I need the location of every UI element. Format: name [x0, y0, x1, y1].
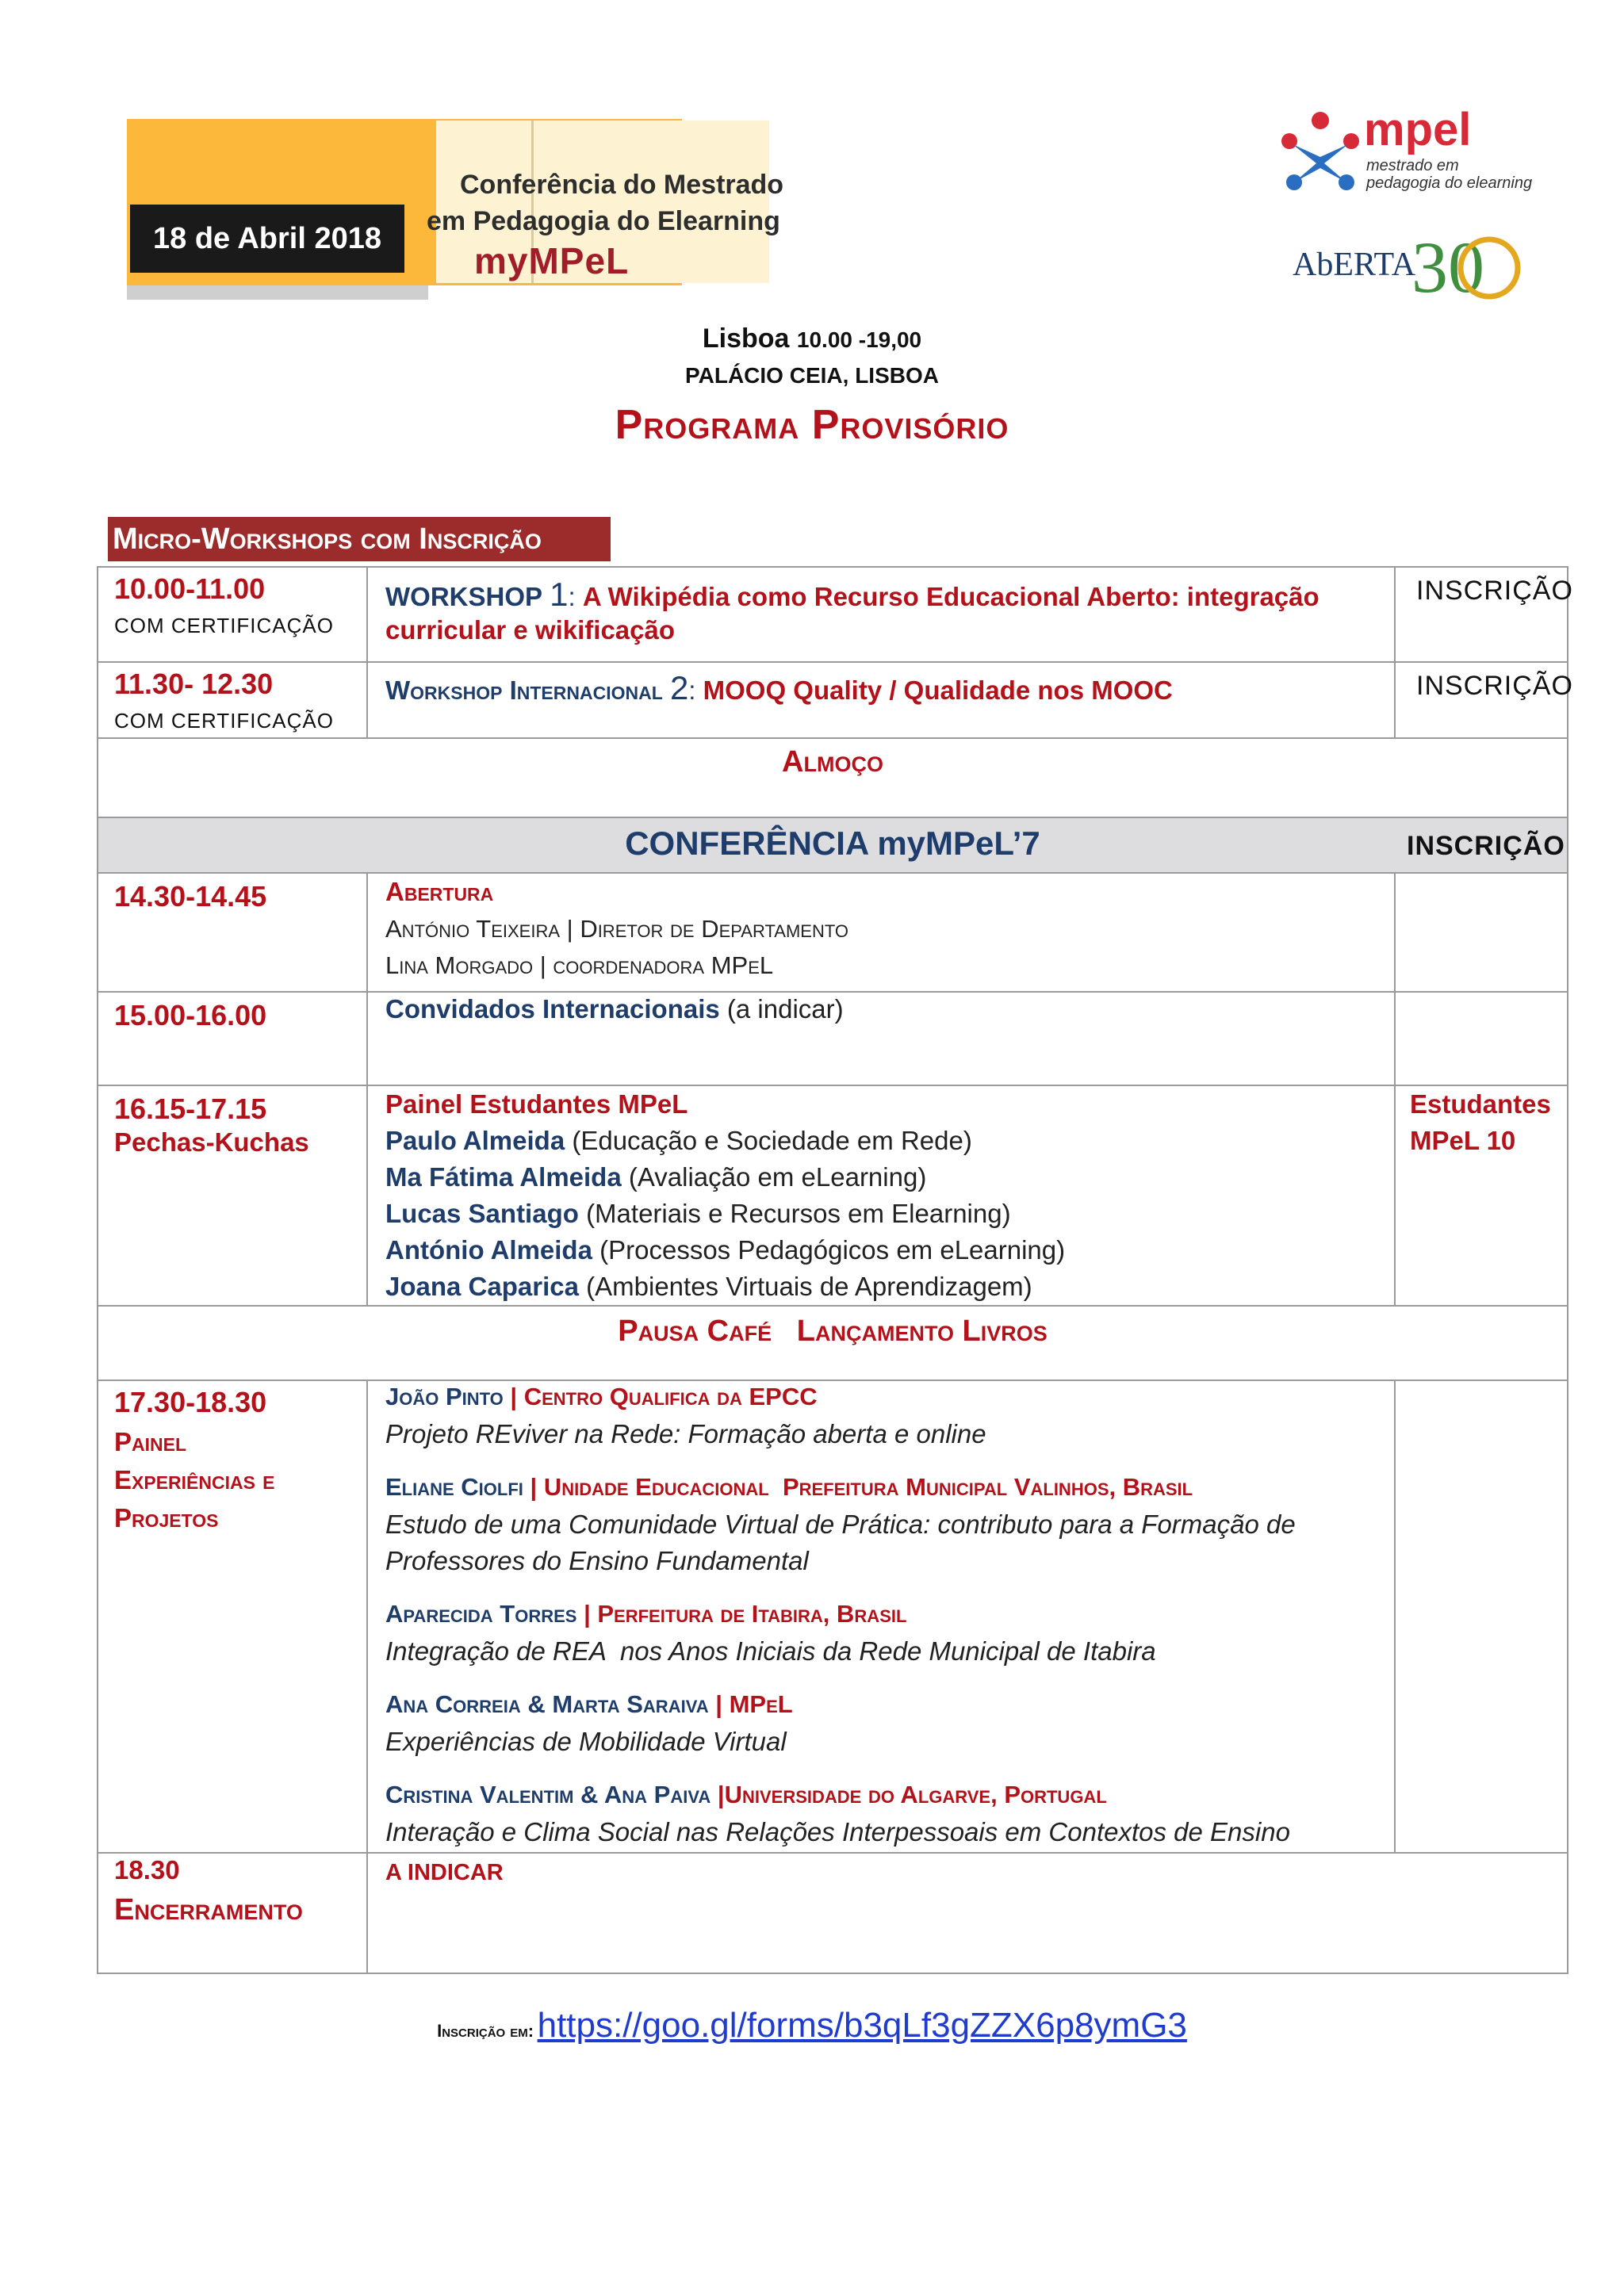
- experience-item-1-text: Projeto REviver na Rede: Formação aberta e online: [385, 1419, 986, 1448]
- table-rule: [97, 1973, 1568, 1974]
- experiences-time: 17.30-18.30: [114, 1386, 267, 1418]
- table-rule: [97, 566, 1568, 568]
- panel-side-line2: MPeL 10: [1410, 1126, 1516, 1155]
- workshop1-title-line1: A Wikipédia como Recurso Educacional Aberto: integração: [582, 582, 1320, 611]
- guests-line: [385, 994, 844, 1024]
- closing-note: A INDICAR: [385, 1860, 504, 1885]
- panel-speaker: António Almeida (Processos Pedagógicos em eLearning): [385, 1235, 1066, 1265]
- workshop2-title: Workshop Internacional 2: MOOQ Quality / Qualidade nos MOOC: [385, 669, 1173, 706]
- location-line: [0, 323, 1624, 354]
- conference-banner: [119, 111, 833, 301]
- table-border: [1394, 566, 1396, 737]
- aberta-logo: [1293, 222, 1530, 309]
- registration-footer: [0, 2006, 1624, 2045]
- page-title: Programa Provisório: [615, 402, 1009, 448]
- experiences-side1: Painel: [114, 1427, 187, 1456]
- experience-item-3-header: Aparecida Torres | Perfeitura de Itabira, Brasil: [385, 1600, 907, 1628]
- registration-link[interactable]: https://goo.gl/forms/b3qLf3gZZX6p8ymG3: [537, 2006, 1187, 2045]
- location-city: Lisboa: [702, 323, 790, 354]
- micro-workshops-tag: Micro-Workshops com Inscrição: [108, 517, 611, 561]
- workshop2-time: 11.30- 12.30: [114, 668, 274, 700]
- table-rule: [97, 872, 1568, 874]
- workshop1-number: 1: [550, 576, 569, 613]
- aberta-30-anos-icon: [1411, 222, 1522, 309]
- workshop1-title: WORKSHOP 1: A Wikipédia como Recurso Educacional Aberto: integração: [385, 576, 1320, 613]
- workshop2-cert: COM CERTIFICAÇÃO: [114, 709, 334, 733]
- closing-label: Encerramento: [114, 1893, 303, 1927]
- banner-shadow-bar: [127, 285, 428, 300]
- workshop2-title-line1: MOOQ Quality / Qualidade nos MOOC: [703, 675, 1173, 705]
- workshop1-register-button[interactable]: INSCRIÇÃO: [1416, 576, 1573, 606]
- experience-item-5-text: Interação e Clima Social nas Relações Interpessoais em Contextos de Ensino: [385, 1817, 1290, 1846]
- opening-speaker1: António Teixeira: [385, 915, 561, 943]
- experience-item-2-text2: Professores do Ensino Fundamental: [385, 1546, 809, 1575]
- experience-item-5-header: Cristina Valentim & Ana Paiva |Universidade do Algarve, Portugal: [385, 1781, 1107, 1808]
- table-rule: [97, 1305, 1568, 1307]
- experience-item-1-header: João Pinto | Centro Qualifica da EPCC: [385, 1383, 818, 1410]
- lunch-break: Almoço: [782, 745, 883, 779]
- experiences-side2: Experiências e: [114, 1465, 275, 1494]
- panel-speaker: Joana Caparica (Ambientes Virtuais de Aprendizagem): [385, 1272, 1032, 1301]
- experience-item-2-header: Eliane Ciolfi | Unidade Educacional Prefeitura Municipal Valinhos, Brasil: [385, 1473, 1193, 1501]
- table-border: [366, 1380, 368, 1974]
- guests-time: 15.00-16.00: [114, 999, 267, 1031]
- aberta-logo-text: AbERTA: [1293, 247, 1416, 283]
- workshop2-register-button[interactable]: INSCRIÇÃO: [1416, 671, 1573, 701]
- banner-title-line1: Conferência do Mestrado: [460, 170, 784, 200]
- guests-title: Convidados Internacionais: [385, 994, 720, 1024]
- experiences-side3: Projetos: [114, 1503, 219, 1533]
- mpel-logo-sub1: mestrado em: [1366, 157, 1459, 174]
- experience-item-4-header: Ana Correia & Marta Saraiva | MPeL: [385, 1690, 793, 1718]
- workshop1-time: 10.00-11.00: [114, 572, 266, 605]
- table-rule: [97, 661, 1568, 663]
- banner-title-line3: myMPeL: [474, 240, 630, 281]
- experience-item-3-text: Integração de REA nos Anos Iniciais da Rede Municipal de Itabira: [385, 1636, 1156, 1666]
- registration-label: Inscrição em:: [437, 2021, 534, 2041]
- opening-time: 14.30-14.45: [114, 880, 267, 913]
- workshop2-label: Workshop Internacional: [385, 675, 663, 705]
- mpel-logo-sub2: pedagogia do elearning: [1366, 174, 1533, 192]
- table-border: [366, 566, 368, 737]
- table-rule: [97, 1085, 1568, 1086]
- experience-item-2-text: Estudo de uma Comunidade Virtual de Prática: contributo para a Formação de: [385, 1510, 1296, 1539]
- panel-subtitle: Pechas-Kuchas: [114, 1127, 309, 1157]
- venue-line: PALÁCIO CEIA, LISBOA: [685, 363, 939, 388]
- aberta-years: 30: [1411, 227, 1484, 308]
- workshop1-title-line2: curricular e wikificação: [385, 615, 676, 645]
- conference-title: CONFERÊNCIA myMPeL’7: [625, 825, 1040, 862]
- location-hours: 10.00 -19,00: [796, 327, 922, 352]
- table-rule: [97, 1852, 1568, 1854]
- panel-side-line1: Estudantes: [1410, 1089, 1551, 1119]
- opening-line1: António Teixeira | Diretor de Departamento: [385, 915, 848, 943]
- table-rule: [97, 737, 1568, 739]
- opening-line2: Lina Morgado | coordenadora MPeL: [385, 951, 774, 979]
- experience-item-4-text: Experiências de Mobilidade Virtual: [385, 1727, 787, 1756]
- workshop1-cert: COM CERTIFICAÇÃO: [114, 614, 334, 637]
- closing-time: 18.30: [114, 1855, 180, 1885]
- table-border: [1394, 1380, 1396, 1852]
- conference-register-button[interactable]: INSCRIÇÃO: [1407, 831, 1565, 861]
- panel-title: Painel Estudantes MPeL: [385, 1089, 688, 1119]
- table-rule: [97, 1380, 1568, 1381]
- panel-speaker: Ma Fátima Almeida (Avaliação em eLearning): [385, 1162, 927, 1192]
- mpel-logo: [1277, 103, 1562, 206]
- panel-time: 16.15-17.15: [114, 1093, 267, 1125]
- banner-title-line2: em Pedagogia do Elearning: [427, 206, 780, 236]
- workshop2-number: 2: [669, 669, 689, 706]
- table-border: [1394, 872, 1396, 1305]
- mpel-figure-icon: [1277, 109, 1364, 197]
- opening-speaker1-role: Diretor de Departamento: [580, 915, 848, 943]
- coffee-break: Pausa Café Lançamento Livros: [618, 1314, 1048, 1348]
- workshop1-label: WORKSHOP: [385, 582, 542, 611]
- table-rule: [97, 991, 1568, 993]
- guests-note: (a indicar): [726, 994, 844, 1024]
- program-table: [97, 566, 1573, 1974]
- table-border: [366, 872, 368, 1305]
- opening-speaker2-role: coordenadora MPeL: [553, 951, 774, 979]
- panel-speaker: Paulo Almeida (Educação e Sociedade em Rede): [385, 1126, 972, 1155]
- opening-title: Abertura: [385, 877, 494, 906]
- opening-speaker2: Lina Morgado: [385, 951, 534, 979]
- mpel-logo-text: mpel: [1364, 104, 1472, 155]
- banner-date: 18 de Abril 2018: [130, 205, 404, 273]
- panel-speaker: Lucas Santiago (Materiais e Recursos em Elearning): [385, 1199, 1011, 1228]
